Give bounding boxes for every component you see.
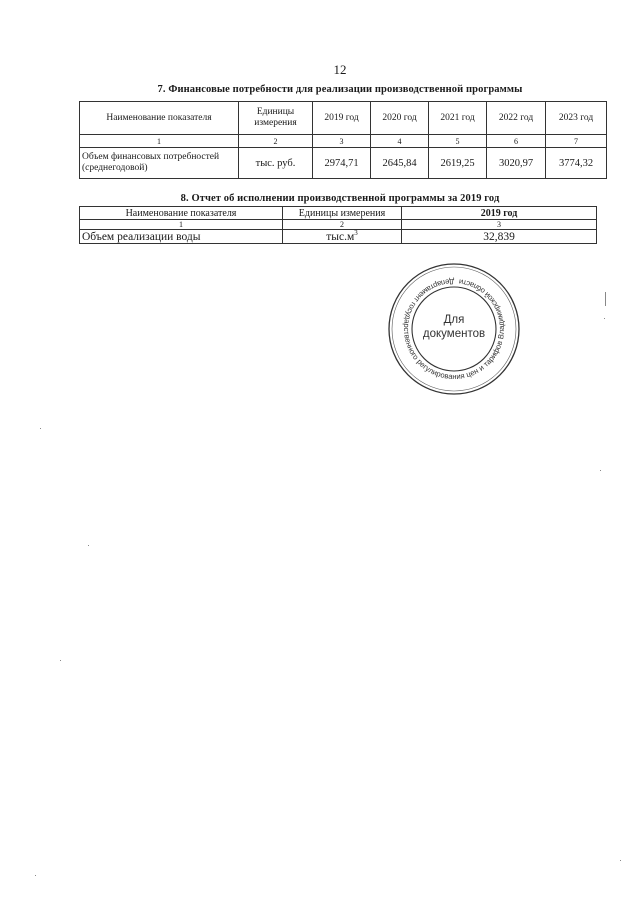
column-number: 2: [283, 220, 402, 230]
header-cell: 2022 год: [487, 102, 546, 135]
header-cell: Единицы измерения: [239, 102, 313, 135]
column-number: 6: [487, 135, 546, 148]
stamp-center-line-1: Для: [443, 314, 465, 326]
column-number: 2: [239, 135, 313, 148]
indicator-name: Объем реализации воды: [80, 230, 283, 244]
header-cell: 2019 год: [402, 207, 597, 220]
scan-artifact: [600, 470, 601, 471]
column-number: 1: [80, 135, 239, 148]
scan-artifact: [88, 545, 89, 546]
section-8-title: 8. Отчет об исполнении производственной программы за 2019 год: [180, 193, 500, 204]
column-number-row: [80, 220, 597, 230]
column-number: 1: [80, 220, 283, 230]
indicator-name: Объем финансовых потребностей (среднегодовой): [80, 148, 239, 179]
value-cell: 3020,97: [487, 148, 546, 179]
table-row: [80, 230, 597, 244]
unit-superscript: 3: [354, 228, 358, 237]
header-cell: Единицы измерения: [283, 207, 402, 220]
column-number: 5: [429, 135, 487, 148]
unit-cell: тыс. руб.: [239, 148, 313, 179]
value-cell: 32,839: [402, 230, 597, 244]
scan-artifact: [60, 660, 61, 661]
header-cell: 2020 год: [371, 102, 429, 135]
value-cell: 2645,84: [371, 148, 429, 179]
header-cell: 2021 год: [429, 102, 487, 135]
stamp-center-line-2: документов: [422, 328, 486, 340]
table-row: [80, 148, 607, 179]
scan-artifact: [40, 428, 41, 429]
column-number: 7: [546, 135, 607, 148]
section-7-title: 7. Финансовые потребности для реализации производственной программы: [157, 84, 523, 95]
header-cell: Наименование показателя: [80, 207, 283, 220]
column-number: 4: [371, 135, 429, 148]
scan-artifact: [35, 875, 36, 876]
financial-needs-table: [79, 101, 607, 179]
scan-artifact: [605, 292, 606, 306]
header-cell: 2023 год: [546, 102, 607, 135]
value-cell: 2619,25: [429, 148, 487, 179]
scan-artifact: [620, 860, 621, 861]
page-number: 12: [333, 62, 347, 77]
header-cell: 2019 год: [313, 102, 371, 135]
value-cell: 2974,71: [313, 148, 371, 179]
unit-base: тыс.м: [326, 230, 355, 243]
scan-artifact: [604, 318, 605, 319]
table-header-row: [80, 102, 607, 135]
stamp-ring-text: Департамент государственного регулирования цен и тарифов Владимирской области: [401, 276, 507, 382]
column-number: 3: [402, 220, 597, 230]
unit-cell: [283, 230, 402, 244]
official-stamp: [386, 261, 522, 397]
column-number: 3: [313, 135, 371, 148]
value-cell: 3774,32: [546, 148, 607, 179]
table-header-row: [80, 207, 597, 220]
header-cell: Наименование показателя: [80, 102, 239, 135]
program-report-table: [79, 206, 597, 244]
column-number-row: [80, 135, 607, 148]
